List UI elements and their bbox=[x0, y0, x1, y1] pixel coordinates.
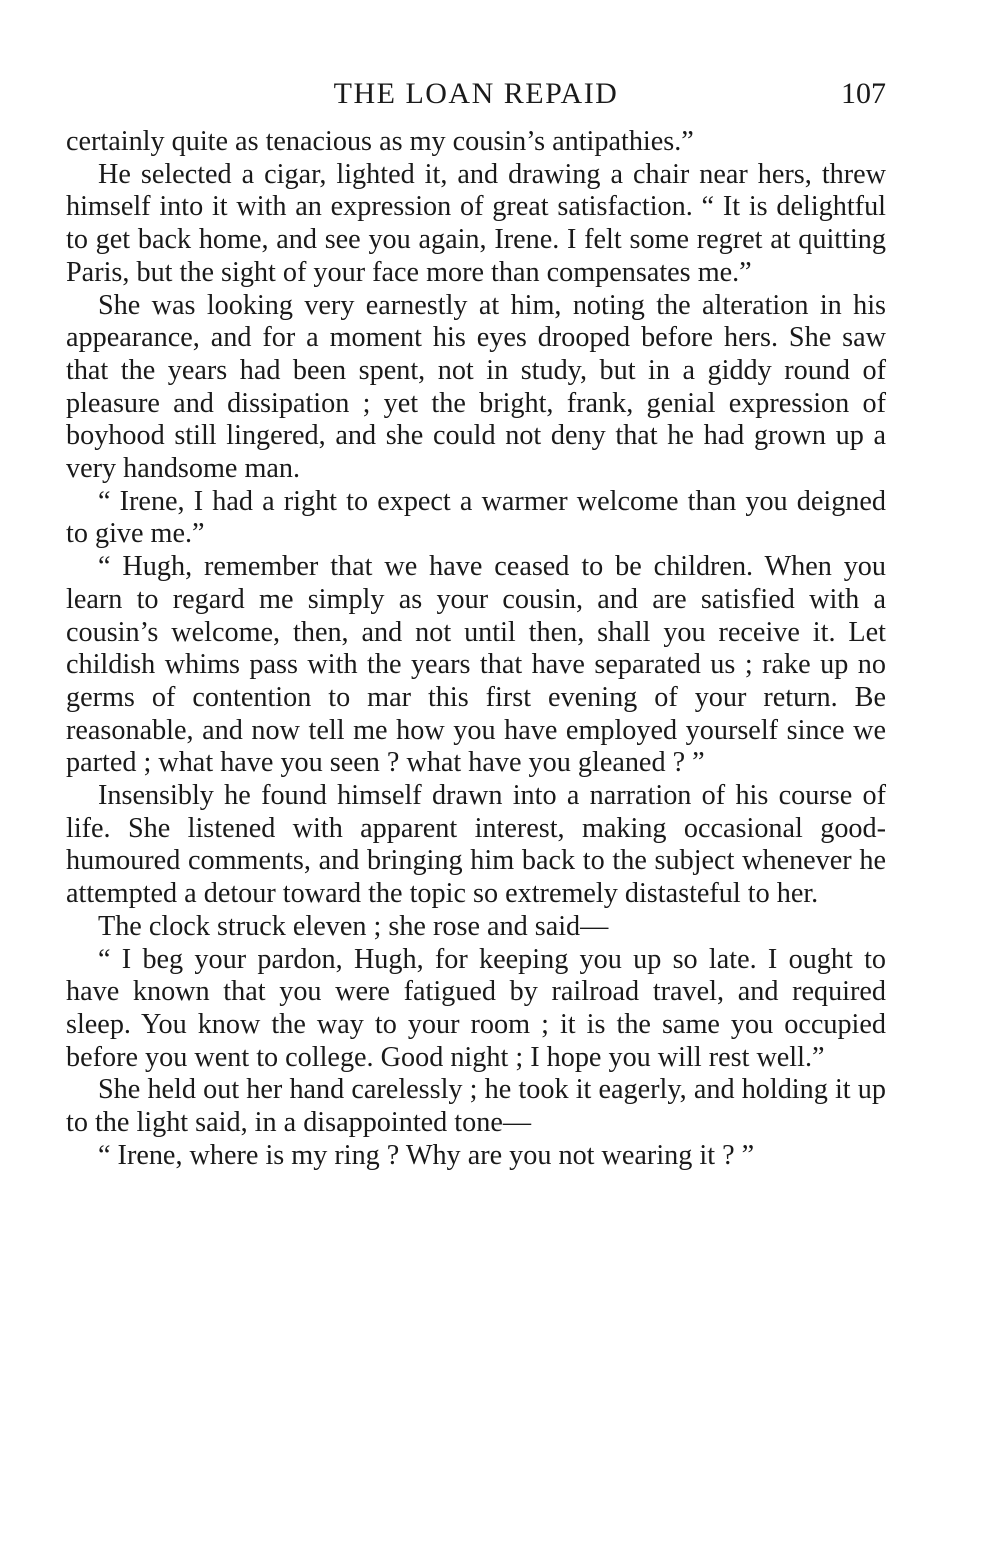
paragraph: “ Irene, where is my ring ? Why are you not wearing it ? ” bbox=[98, 1139, 755, 1171]
paragraph: “ Hugh, remember that we have ceased to be children. When you learn to regard me simply as your cousin, and are satisfied with a cousin’s welcome, then, and not until then, shall you receive it. Let childish whims pass with the years that have separated us ; rake up no germs of contention to mar this first evening of your return. Be reasonable, and now tell me how you have employed yourself since we parted ; what have you seen ? what have you gleaned ? ” bbox=[66, 551, 886, 779]
paragraph: He selected a cigar, lighted it, and drawing a chair near hers, threw himself into it with an expression of great satisfaction. “ It is delightful to get back home, and see you again, Irene. I felt some regret at quitting Paris, but the sight of your face more than compensates me.” bbox=[66, 158, 886, 288]
paragraph: Insensibly he found himself drawn into a narration of his course of life. She listened with apparent interest, making occasional good-humoured comments, and bringing him back to the subject whenever he attempted a detour toward the topic so extremely distasteful to her. bbox=[66, 780, 886, 910]
paragraph: “ I beg your pardon, Hugh, for keeping you up so late. I ought to have known that you were fatigued by railroad travel, and required sleep. You know the way to your room ; it is the same you occupied before you went to college. Good night ; I hope you will rest well.” bbox=[66, 943, 886, 1073]
paragraph: She held out her hand carelessly ; he took it eagerly, and holding it up to the light said, in a disappointed tone— bbox=[66, 1074, 886, 1139]
running-title: THE LOAN REPAID bbox=[333, 77, 619, 110]
page-number: 107 bbox=[841, 77, 886, 110]
paragraph: “ Irene, I had a right to expect a warmer welcome than you deigned to give me.” bbox=[66, 485, 886, 550]
paragraph: certainly quite as tenacious as my cousin’s antipathies.” bbox=[66, 126, 694, 157]
paragraph: The clock struck eleven ; she rose and said— bbox=[98, 910, 609, 942]
book-page bbox=[66, 72, 886, 1173]
running-header bbox=[66, 72, 886, 116]
body-text bbox=[66, 126, 886, 1173]
paragraph: She was looking very earnestly at him, noting the alteration in his appearance, and for a moment his eyes drooped before hers. She saw that the years had been spent, not in study, but in a giddy round of pleasure and dissipation ; yet the bright, frank, genial expression of boyhood still lingered, and she could not deny that he had grown up a very handsome man. bbox=[66, 289, 886, 485]
